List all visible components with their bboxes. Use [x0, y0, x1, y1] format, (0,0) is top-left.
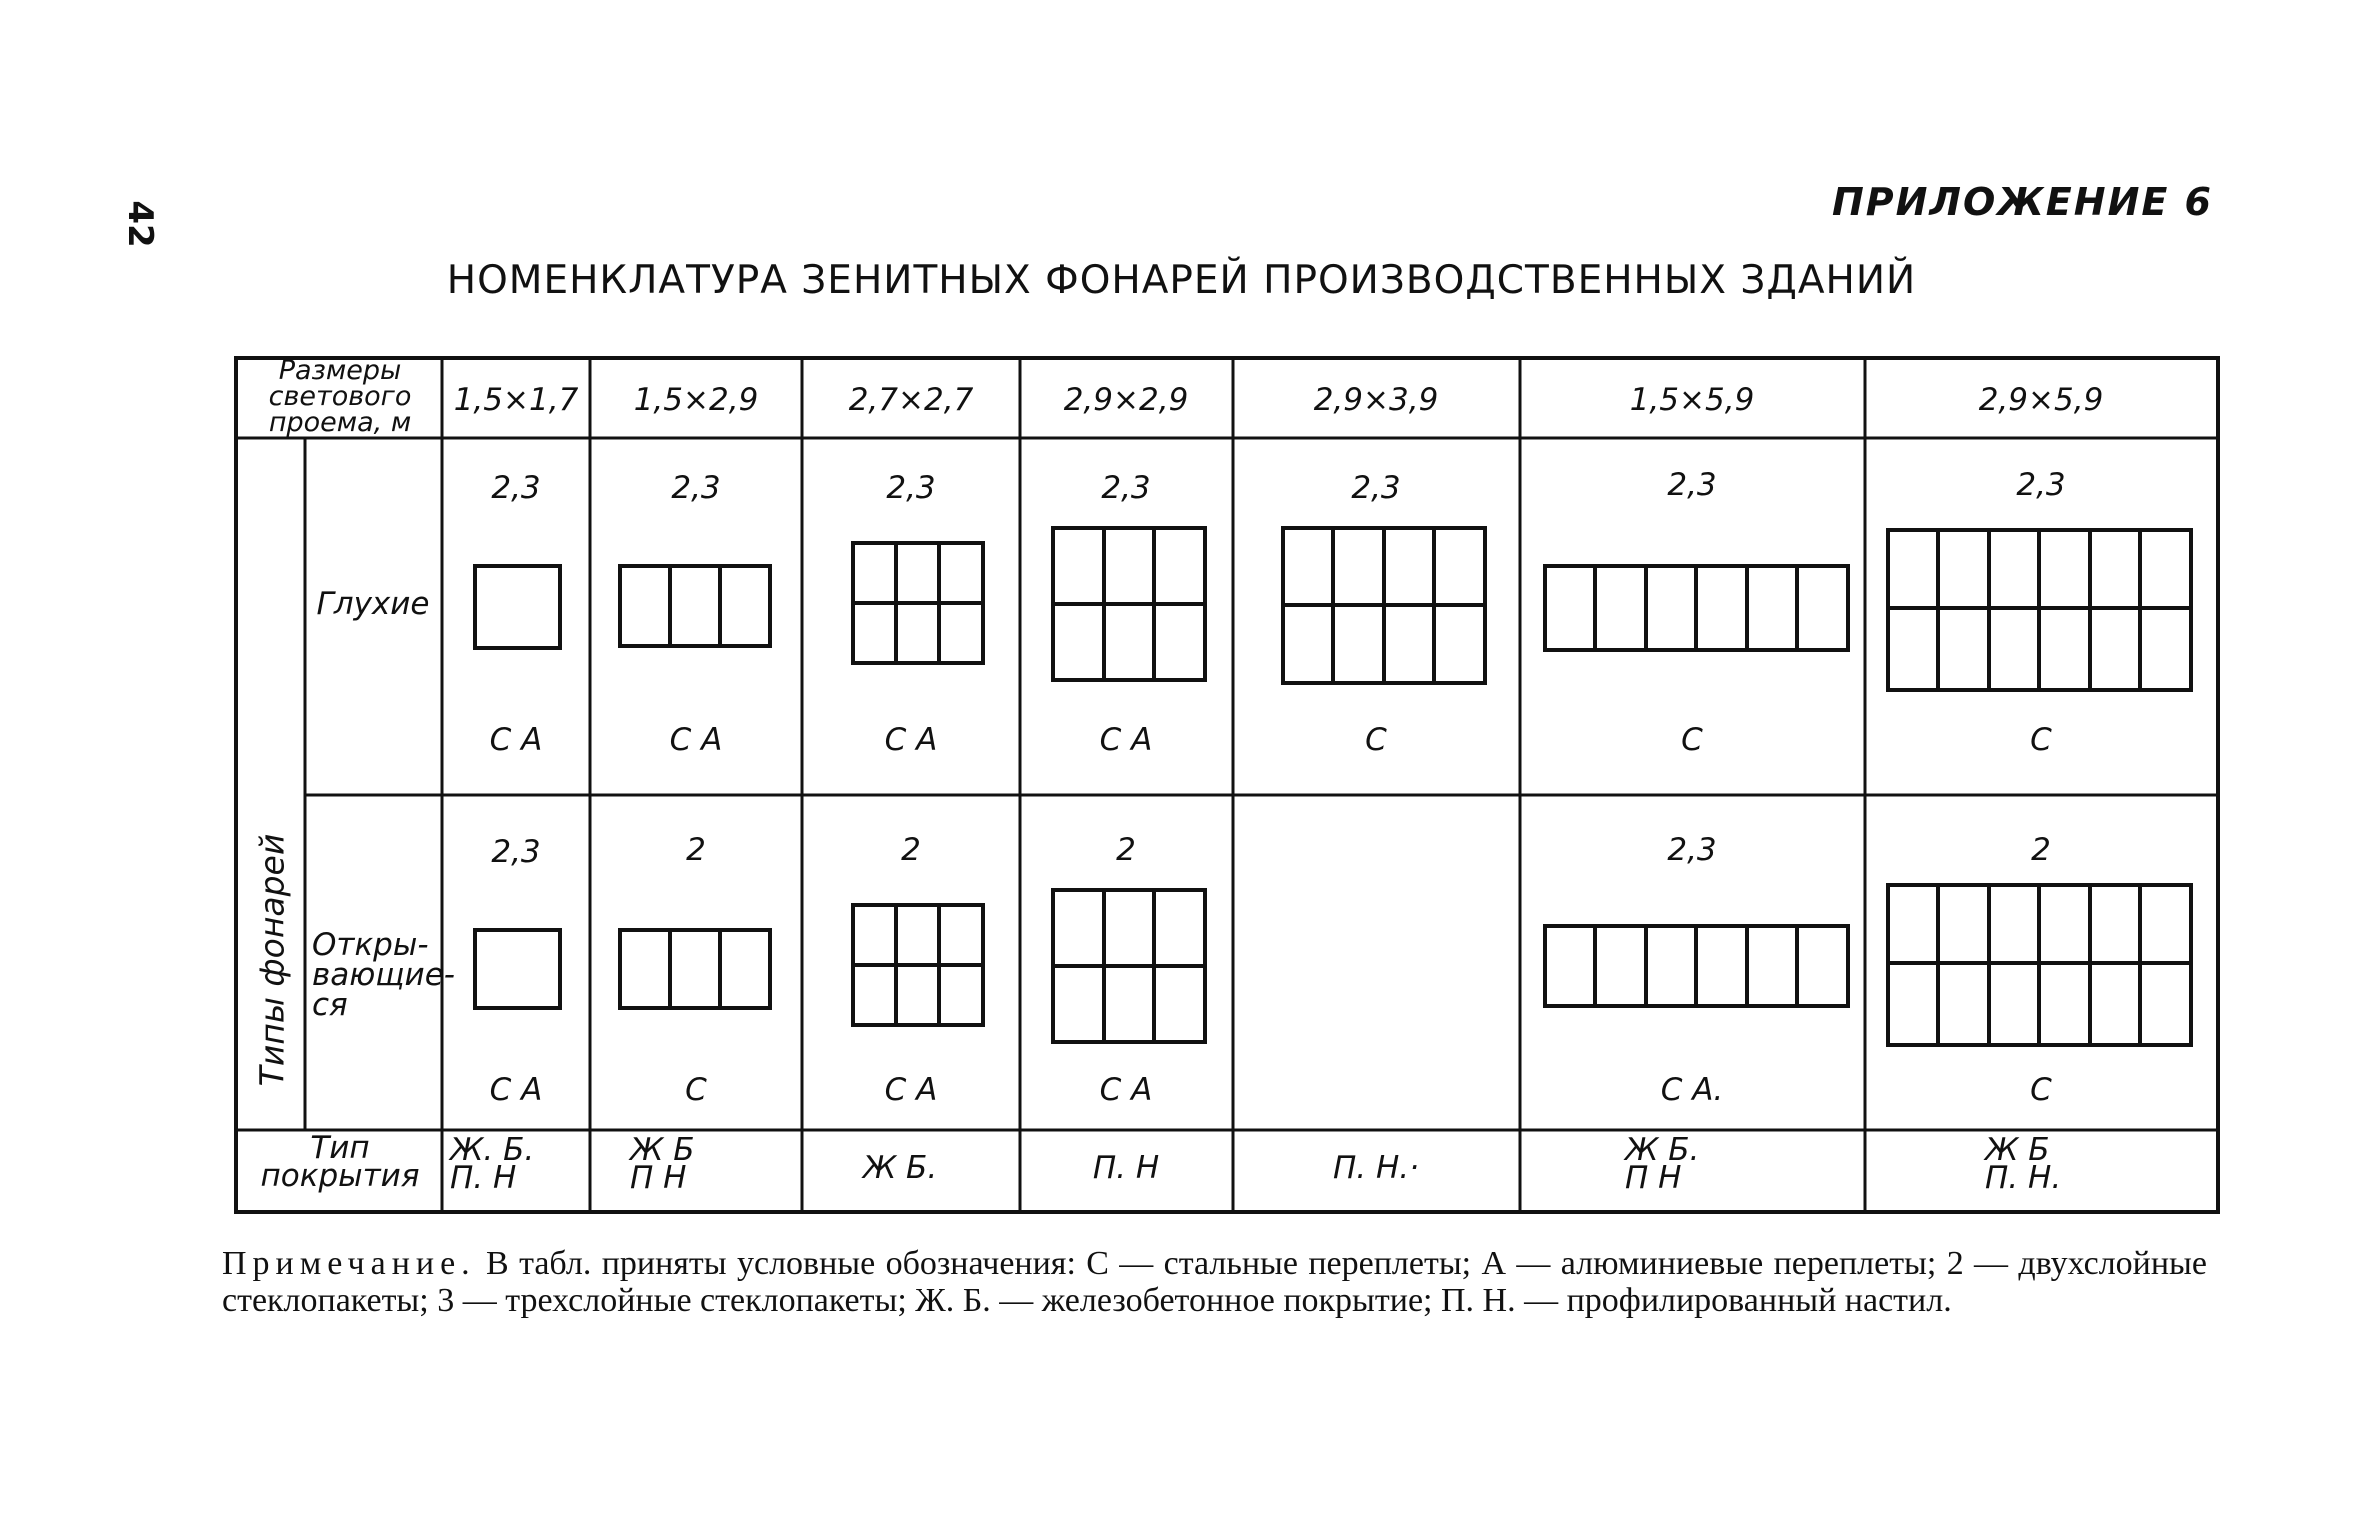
blind-glazing-1: 2,3 — [491, 470, 541, 506]
blind-glazing-5: 2,3 — [1351, 470, 1401, 506]
header-label — [240, 355, 440, 438]
sketch-blind-4 — [1053, 528, 1205, 680]
sketch-blind-5 — [1283, 528, 1485, 683]
roof-line: П Н — [1625, 1160, 1682, 1196]
sketch-blind-7 — [1888, 530, 2191, 690]
blind-glazing-3: 2,3 — [886, 470, 936, 506]
size-7: 2,9×5,9 — [1978, 382, 2104, 418]
sketch-blind-3 — [853, 543, 983, 663]
sketch-opening-3 — [853, 905, 983, 1025]
row-opening-label — [312, 927, 455, 1023]
size-4: 2,9×2,9 — [1063, 382, 1189, 418]
roof-line: Ж. Б. — [450, 1132, 535, 1168]
header-label-line: Размеры — [278, 355, 402, 386]
roof-line: П Н — [630, 1160, 687, 1196]
row-opening-label-line: Откры- — [312, 927, 429, 963]
blind-glazing-7: 2,3 — [2016, 467, 2066, 503]
sketch-opening-2 — [620, 930, 770, 1008]
blind-glazing-4: 2,3 — [1101, 470, 1151, 506]
roof-label-line: Тип — [310, 1130, 370, 1166]
roof-line: Ж Б — [1985, 1132, 2050, 1168]
opening-glazing-2: 2 — [686, 832, 706, 868]
opening-glazing-7: 2 — [2031, 832, 2051, 868]
sketch-blind-1 — [475, 566, 560, 648]
opening-glazing-3: 2 — [901, 832, 921, 868]
roof-7 — [1985, 1132, 2105, 1196]
roof-5: П. Н.· — [1332, 1150, 1420, 1186]
row-opening-label-line: вающие- — [312, 957, 455, 993]
header-label-line: проема, м — [268, 407, 412, 438]
roof-line: Ж Б — [630, 1132, 695, 1168]
footnote-text: В табл. приняты условные обозначения: С — стальные переплеты; А — алюминиевые переплеты; 2 — двухслойные стеклопакеты; 3 — трехслойные стеклопакеты; Ж. Б. — железобетонное покрытие; П. Н. — профилированный настил. — [222, 1245, 2207, 1319]
blind-material-3: С А — [884, 722, 938, 758]
roof-3: Ж Б. — [862, 1150, 938, 1186]
sketch-opening-6 — [1545, 926, 1848, 1006]
sketch-blind-6 — [1545, 566, 1848, 650]
sketch-opening-4 — [1053, 890, 1205, 1042]
opening-material-2: С — [685, 1072, 707, 1108]
sketch-opening-1 — [475, 930, 560, 1008]
footnote — [222, 1245, 2207, 1319]
blind-material-5: С — [1365, 722, 1387, 758]
size-2: 1,5×2,9 — [633, 382, 759, 418]
roof-line: П. Н. — [1985, 1160, 2062, 1196]
blind-material-1: С А — [489, 722, 543, 758]
header-label-line: светового — [268, 381, 412, 412]
opening-material-7: С — [2030, 1072, 2052, 1108]
roof-4: П. Н — [1092, 1150, 1160, 1186]
roof-1 — [450, 1132, 570, 1196]
roof-6 — [1625, 1132, 1765, 1196]
types-label: Типы фонарей — [252, 833, 292, 1087]
appendix-label: ПРИЛОЖЕНИЕ 6 — [1831, 180, 2213, 224]
blind-material-7: С — [2030, 722, 2052, 758]
sketch-blind-2 — [620, 566, 770, 646]
roof-2 — [630, 1132, 750, 1196]
row-blind-label: Глухие — [316, 586, 430, 622]
opening-glazing-1: 2,3 — [491, 834, 541, 870]
roof-label-line: покрытия — [260, 1158, 420, 1194]
sketch-opening-7 — [1888, 885, 2191, 1045]
roof-line: Ж Б. — [1625, 1132, 1700, 1168]
row-opening-label-line: ся — [312, 987, 348, 1023]
opening-material-6: С А. — [1660, 1072, 1724, 1108]
page-number: 42 — [120, 200, 160, 248]
opening-material-1: С А — [489, 1072, 543, 1108]
opening-glazing-4: 2 — [1116, 832, 1136, 868]
opening-material-4: С А — [1099, 1072, 1153, 1108]
blind-glazing-6: 2,3 — [1667, 467, 1717, 503]
roof-label — [240, 1130, 440, 1194]
blind-material-4: С А — [1099, 722, 1153, 758]
footnote-lead: Примечание. — [222, 1245, 476, 1282]
page-title: НОМЕНКЛАТУРА ЗЕНИТНЫХ ФОНАРЕЙ ПРОИЗВОДСТВЕННЫХ ЗДАНИЙ — [446, 258, 1917, 303]
roof-line: П. Н — [450, 1160, 517, 1196]
opening-glazing-6: 2,3 — [1667, 832, 1717, 868]
blind-glazing-2: 2,3 — [671, 470, 721, 506]
blind-material-6: С — [1681, 722, 1703, 758]
size-3: 2,7×2,7 — [848, 382, 974, 418]
size-1: 1,5×1,7 — [453, 382, 579, 418]
opening-material-3: С А — [884, 1072, 938, 1108]
blind-material-2: С А — [669, 722, 723, 758]
size-6: 1,5×5,9 — [1629, 382, 1755, 418]
size-5: 2,9×3,9 — [1313, 382, 1439, 418]
